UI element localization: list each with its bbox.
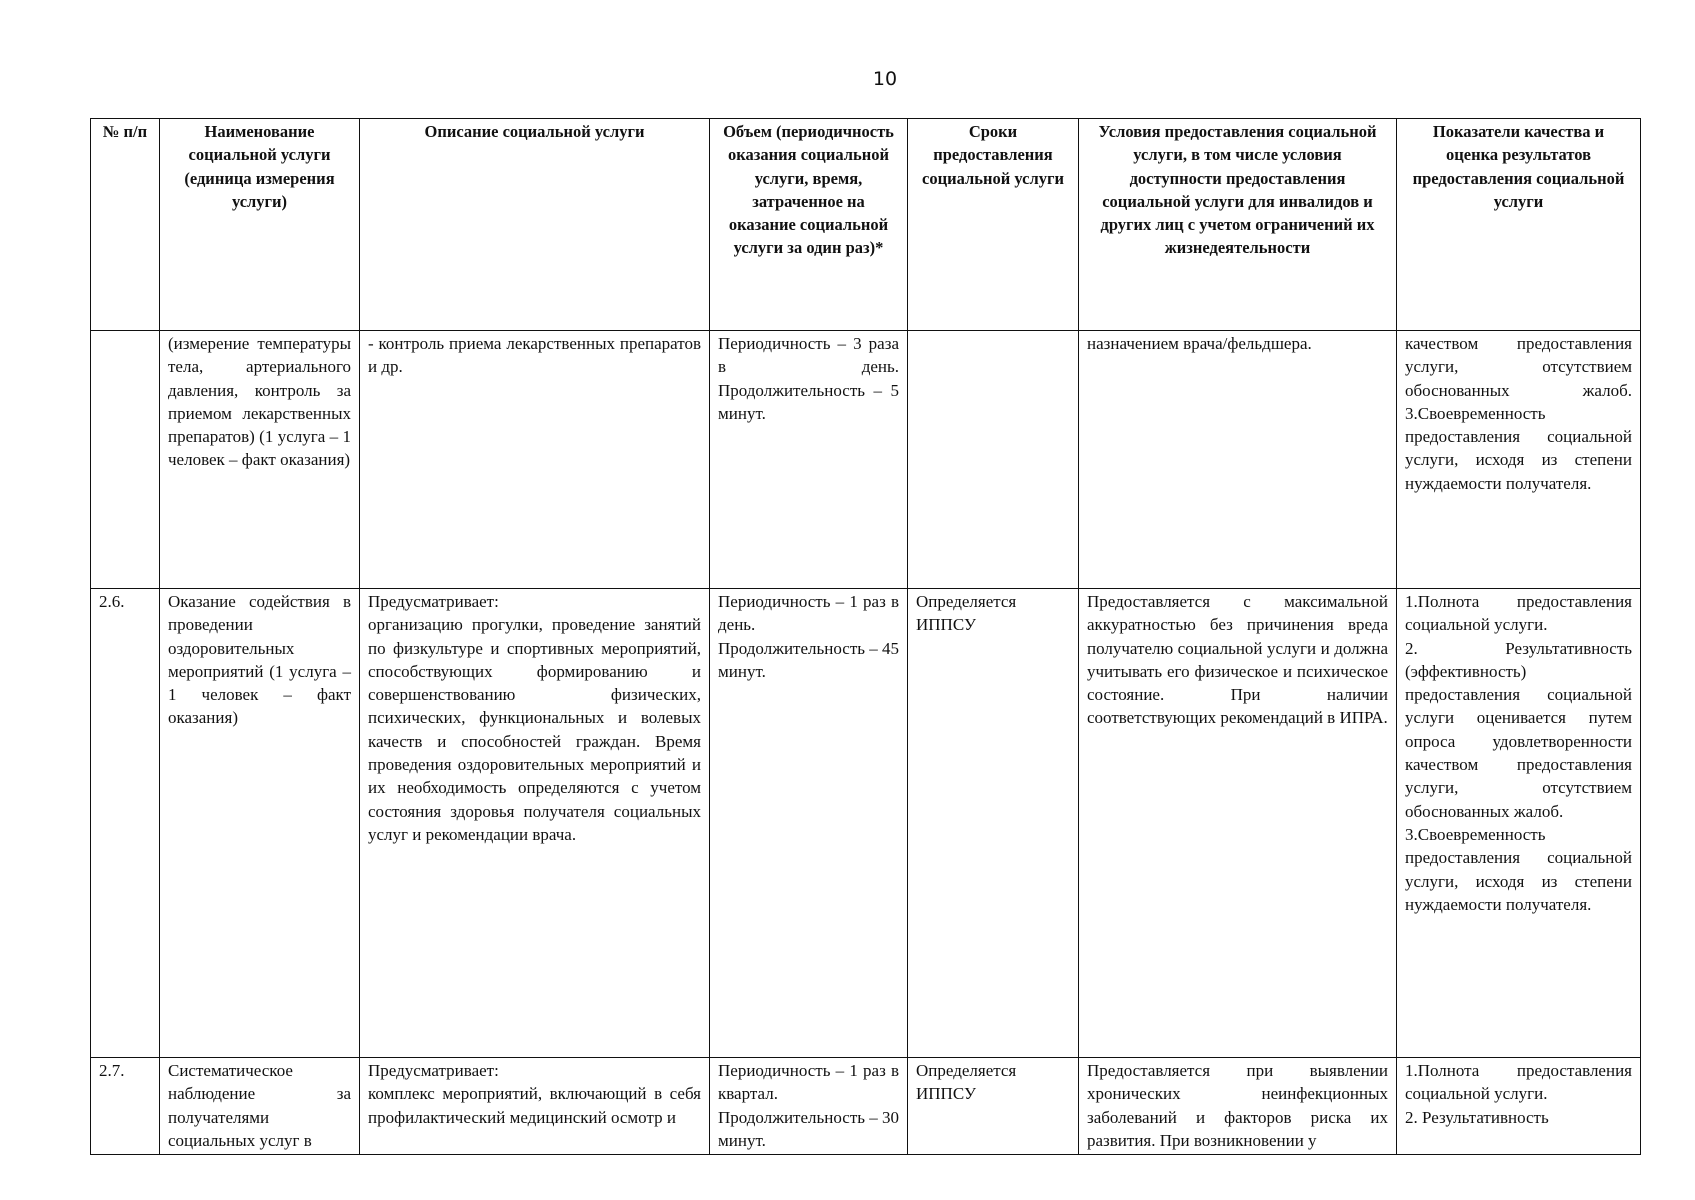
service-volume: Периодичность – 1 раз в квартал. Продолжительность – 30 минут.: [710, 1058, 908, 1155]
description-lead: Предусматривает:: [368, 592, 499, 611]
service-quality: [1397, 1058, 1641, 1155]
page-number: 10: [872, 68, 898, 90]
service-conditions: назначением врача/фельдшера.: [1079, 331, 1397, 589]
service-name: Систематическое наблюдение за получателями социальных услуг в: [160, 1058, 360, 1155]
service-conditions: Предоставляется при выявлении хронических неинфекционных заболеваний и факторов риска их развития. При возникновении у: [1079, 1058, 1397, 1155]
table-row: [91, 1058, 1641, 1155]
row-number: [91, 331, 160, 589]
service-terms: Определяется ИППСУ: [908, 589, 1079, 1058]
header-conditions: Условия предоставления социальной услуги, в том числе условия доступности предоставления социальной услуги для инвалидов и других лиц с учетом ограничений их жизнедеятельности: [1079, 119, 1397, 331]
row-number: 2.6.: [91, 589, 160, 1058]
service-conditions: Предоставляется с максимальной аккуратностью без причинения вреда получателю социальной услуги и должна учитывать его физическое и психическое состояние. При наличии соответствующих рекомендаций в ИПРА.: [1079, 589, 1397, 1058]
social-services-table: [90, 118, 1641, 1155]
table-row: [91, 589, 1641, 1058]
service-quality: [1397, 589, 1641, 1058]
table-row: [91, 331, 1641, 589]
header-description: Описание социальной услуги: [360, 119, 710, 331]
quality-item: 3.Своевременность предоставления социальной услуги, исходя из степени нуждаемости получателя.: [1405, 824, 1632, 914]
service-description: - контроль приема лекарственных препаратов и др.: [360, 331, 710, 589]
description-lead: Предусматривает:: [368, 1061, 499, 1080]
service-terms: [908, 331, 1079, 589]
service-description: [360, 1058, 710, 1155]
description-text: организацию прогулки, проведение занятий по физкультуре и спортивных мероприятий, способствующих формированию и совершенствованию физических, психических, функциональных и волевых качеств и способностей граждан. Время проведения оздоровительных мероприятий и их необходимость определяются с учетом состояния здоровья получателя социальных услуг и рекомендации врача.: [368, 615, 701, 844]
service-volume: Периодичность – 1 раз в день. Продолжительность – 45 минут.: [710, 589, 908, 1058]
service-terms: Определяется ИППСУ: [908, 1058, 1079, 1155]
quality-item: 1.Полнота предоставления социальной услуги.: [1405, 1061, 1632, 1104]
header-quality: Показатели качества и оценка результатов предоставления социальной услуги: [1397, 119, 1641, 331]
service-quality: качеством предоставления услуги, отсутствием обоснованных жалоб. 3.Своевременность предоставления социальной услуги, исходя из степени нуждаемости получателя.: [1397, 331, 1641, 589]
row-number: 2.7.: [91, 1058, 160, 1155]
header-service-name: Наименование социальной услуги (единица измерения услуги): [160, 119, 360, 331]
service-description: [360, 589, 710, 1058]
header-volume: Объем (периодичность оказания социальной услуги, время, затраченное на оказание социальной услуги за один раз)*: [710, 119, 908, 331]
header-terms: Сроки предоставления социальной услуги: [908, 119, 1079, 331]
service-volume: Периодичность – 3 раза в день. Продолжительность – 5 минут.: [710, 331, 908, 589]
description-text: комплекс мероприятий, включающий в себя профилактический медицинский осмотр и: [368, 1084, 701, 1127]
service-name: Оказание содействия в проведении оздоровительных мероприятий (1 услуга – 1 человек – факт оказания): [160, 589, 360, 1058]
header-number: № п/п: [91, 119, 160, 331]
quality-item: 2. Результативность (эффективность) предоставления социальной услуги оценивается путем опроса удовлетворенности качеством предоставления услуги, отсутствием обоснованных жалоб.: [1405, 638, 1632, 821]
table-header-row: [91, 119, 1641, 331]
service-name: (измерение температуры тела, артериального давления, контроль за приемом лекарственных препаратов) (1 услуга – 1 человек – факт оказания): [160, 331, 360, 589]
quality-item: 1.Полнота предоставления социальной услуги.: [1405, 592, 1632, 635]
quality-item: 2. Результативность: [1405, 1107, 1549, 1127]
